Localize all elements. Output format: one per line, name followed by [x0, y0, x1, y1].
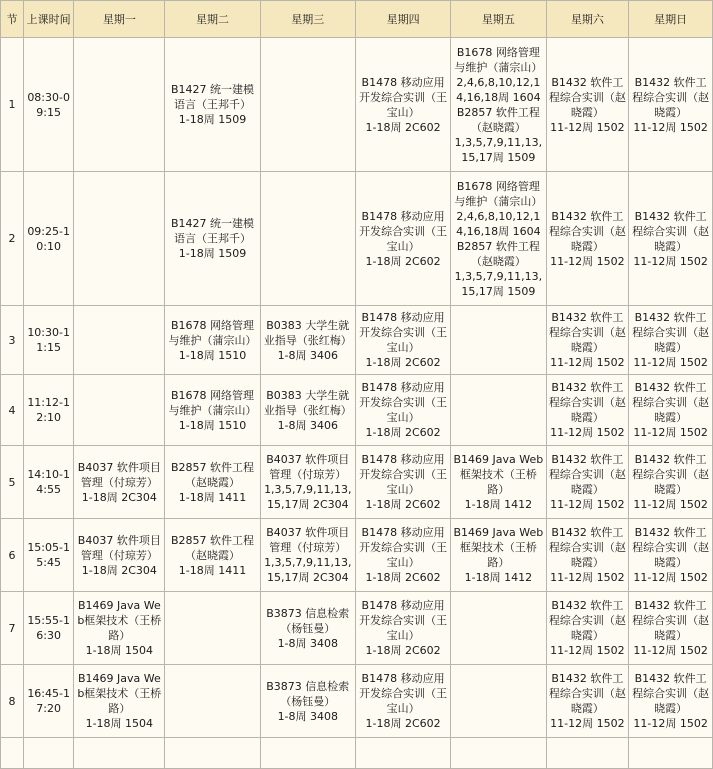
course-text-line: 11-12周 1502	[550, 426, 625, 439]
course-cell-tuesday[interactable]	[165, 375, 260, 446]
course-cell-sunday[interactable]	[629, 38, 713, 172]
course-text-line: 1-18周 2C602	[365, 254, 441, 268]
period-number: 2	[1, 172, 24, 306]
course-cell-thursday[interactable]	[355, 446, 450, 519]
class-time: 15:55-16:30	[24, 592, 74, 665]
course-text-line: B3873 信息检索（杨钰曼）	[266, 679, 350, 708]
course-text-line: 1,3,5,7,9,11,13,15,17周 1509	[454, 135, 543, 164]
class-time: 11:12-12:10	[24, 375, 74, 446]
course-text-line: B4037 软件项目管理（付琼芳）	[266, 526, 350, 554]
course-cell-wednesday[interactable]	[260, 306, 355, 375]
course-text-line: 11-12周 1502	[633, 120, 708, 134]
course-text-line: 11-12周 1502	[550, 571, 625, 584]
course-text-line: B1678 网络管理与维护（蒲宗山）	[454, 45, 543, 74]
course-cell-tuesday[interactable]	[165, 446, 260, 519]
course-text-line: 1-18周 1504	[85, 717, 154, 730]
header-jie: 节	[1, 1, 24, 38]
course-text-line: B1478 移动应用开发综合实训（王宝山）	[359, 453, 448, 496]
table-row	[1, 665, 713, 738]
course-text-line: B2857 软件工程（赵晓霞）	[170, 460, 255, 489]
course-text-line: B1427 统一建模语言（王邦千）	[170, 83, 255, 111]
course-text-line: 11-12周 1502	[550, 120, 625, 134]
table-row	[1, 38, 713, 172]
course-cell-saturday[interactable]	[546, 665, 629, 738]
course-cell-friday[interactable]	[451, 172, 546, 306]
course-text-line: 2,4,6,8,10,12,14,16,18周 1604	[456, 75, 541, 104]
course-text-line: B4037 软件项目管理（付琼芳）	[77, 533, 161, 562]
course-text-line: B3873 信息检索（杨钰曼）	[266, 606, 350, 635]
course-cell-tuesday[interactable]	[165, 38, 260, 172]
course-text-line: 2,4,6,8,10,12,14,16,18周 1604	[456, 209, 541, 238]
course-cell-sunday[interactable]	[629, 172, 713, 306]
course-cell-wednesday[interactable]	[260, 665, 355, 738]
course-text-line: B1478 移动应用开发综合实训（王宝山）	[359, 599, 448, 642]
course-text-line: 11-12周 1502	[633, 356, 708, 369]
course-text-line: B2857 软件工程（赵晓霞）	[456, 239, 540, 268]
course-cell-tuesday[interactable]	[165, 306, 260, 375]
course-text-line: 1-18周 2C602	[365, 571, 441, 584]
course-cell-thursday[interactable]	[355, 306, 450, 375]
course-cell-monday	[74, 738, 165, 769]
course-text-line: 1-8周 3408	[277, 709, 339, 723]
course-text-line: B1432 软件工程综合实训（赵晓霞）	[548, 75, 626, 119]
course-text-line: 1-18周 2C602	[365, 120, 441, 134]
course-cell-friday[interactable]	[451, 38, 546, 172]
course-cell-wednesday	[260, 38, 355, 172]
course-text-line: B0383 大学生就业指导（张红梅）	[263, 318, 352, 347]
course-text-line: 11-12周 1502	[550, 356, 625, 369]
course-cell-wednesday	[260, 172, 355, 306]
course-cell-friday[interactable]	[451, 519, 546, 592]
course-cell-tuesday	[165, 665, 260, 738]
header-monday: 星期一	[74, 1, 165, 38]
course-text-line: B1432 软件工程综合实训（赵晓霞）	[548, 381, 626, 424]
course-cell-monday	[74, 172, 165, 306]
course-text-line: B1478 移动应用开发综合实训（王宝山）	[359, 526, 448, 569]
class-time: 09:25-10:10	[24, 172, 74, 306]
course-text-line: 1-18周 2C602	[365, 644, 441, 657]
course-text-line: B1432 软件工程综合实训（赵晓霞）	[548, 453, 626, 496]
period-number: 6	[1, 519, 24, 592]
course-cell-tuesday[interactable]	[165, 519, 260, 592]
course-cell-friday	[451, 738, 546, 769]
table-row	[1, 306, 713, 375]
class-time	[24, 738, 74, 769]
header-thursday: 星期四	[355, 1, 450, 38]
class-time: 14:10-14:55	[24, 446, 74, 519]
course-text-line: 1-18周 1411	[178, 490, 247, 504]
course-cell-friday	[451, 375, 546, 446]
header-tuesday: 星期二	[165, 1, 260, 38]
table-row	[1, 519, 713, 592]
course-cell-saturday[interactable]	[546, 519, 629, 592]
course-cell-monday[interactable]	[74, 519, 165, 592]
course-cell-wednesday[interactable]	[260, 519, 355, 592]
course-cell-monday[interactable]	[74, 446, 165, 519]
course-cell-tuesday	[165, 592, 260, 665]
course-cell-friday	[451, 592, 546, 665]
course-text-line: B1432 软件工程综合实训（赵晓霞）	[632, 381, 710, 424]
course-text-line: B2857 软件工程（赵晓霞）	[170, 533, 255, 562]
course-text-line: B1432 软件工程综合实训（赵晓霞）	[548, 209, 626, 253]
course-text-line: 1-18周 2C602	[365, 426, 441, 439]
course-cell-thursday[interactable]	[355, 519, 450, 592]
course-text-line: B1432 软件工程综合实训（赵晓霞）	[632, 453, 710, 496]
course-text-line: 1,3,5,7,9,11,13,15,17周 1509	[454, 269, 543, 298]
period-number: 3	[1, 306, 24, 375]
course-cell-friday[interactable]	[451, 446, 546, 519]
course-text-line: B0383 大学生就业指导（张红梅）	[263, 388, 352, 417]
course-text-line: B1432 软件工程综合实训（赵晓霞）	[548, 526, 626, 569]
course-text-line: B1469 Java Web框架技术（王桥路）	[453, 526, 544, 569]
course-text-line: 1-8周 3406	[277, 348, 339, 362]
course-text-line: 1,3,5,7,9,11,13,15,17周 2C304	[264, 483, 352, 511]
course-text-line: B1678 网络管理与维护（蒲宗山）	[454, 179, 543, 208]
course-cell-thursday[interactable]	[355, 172, 450, 306]
course-text-line: B1427 统一建模语言（王邦千）	[170, 217, 255, 245]
course-text-line: B1432 软件工程综合实训（赵晓霞）	[632, 75, 710, 119]
course-cell-saturday[interactable]	[546, 375, 629, 446]
course-cell-thursday[interactable]	[355, 38, 450, 172]
course-text-line: B1432 软件工程综合实训（赵晓霞）	[548, 311, 626, 354]
course-text-line: B4037 软件项目管理（付琼芳）	[77, 460, 161, 489]
course-text-line: B1469 Java Web框架技术（王桥路）	[453, 453, 544, 496]
table-row	[1, 375, 713, 446]
course-text-line: 1-18周 1412	[464, 571, 533, 584]
course-text-line: B2857 软件工程（赵晓霞）	[456, 105, 540, 134]
course-text-line: 11-12周 1502	[550, 254, 625, 268]
class-time: 15:05-15:45	[24, 519, 74, 592]
course-text-line: 11-12周 1502	[550, 717, 625, 730]
course-text-line: B1469 Java Web框架技术（王桥路）	[77, 599, 162, 642]
table-row	[1, 446, 713, 519]
period-number: 1	[1, 38, 24, 172]
course-cell-sunday[interactable]	[629, 665, 713, 738]
course-text-line: 11-12周 1502	[633, 498, 708, 511]
course-cell-sunday	[629, 738, 713, 769]
course-text-line: 11-12周 1502	[633, 254, 708, 268]
course-cell-tuesday[interactable]	[165, 172, 260, 306]
period-number: 5	[1, 446, 24, 519]
course-text-line: 1-18周 1412	[464, 498, 533, 511]
course-text-line: 1-18周 2C602	[365, 498, 441, 511]
course-text-line: 11-12周 1502	[633, 644, 708, 657]
course-cell-monday[interactable]	[74, 592, 165, 665]
course-text-line: B1432 软件工程综合实训（赵晓霞）	[632, 672, 710, 715]
period-number	[1, 738, 24, 769]
course-cell-saturday[interactable]	[546, 306, 629, 375]
course-cell-sunday[interactable]	[629, 375, 713, 446]
header-sunday: 星期日	[629, 1, 713, 38]
course-cell-monday	[74, 38, 165, 172]
course-cell-monday	[74, 375, 165, 446]
course-cell-monday	[74, 306, 165, 375]
course-cell-sunday[interactable]	[629, 519, 713, 592]
table-row	[1, 592, 713, 665]
course-text-line: B1432 软件工程综合实训（赵晓霞）	[632, 526, 710, 569]
course-text-line: B1432 软件工程综合实训（赵晓霞）	[548, 599, 626, 642]
course-cell-saturday[interactable]	[546, 38, 629, 172]
course-text-line: 1-18周 1510	[178, 348, 247, 362]
class-time: 16:45-17:20	[24, 665, 74, 738]
course-text-line: B1678 网络管理与维护（蒲宗山）	[168, 318, 257, 347]
course-cell-thursday[interactable]	[355, 375, 450, 446]
course-cell-sunday[interactable]	[629, 446, 713, 519]
course-cell-saturday[interactable]	[546, 172, 629, 306]
course-text-line: B1678 网络管理与维护（蒲宗山）	[168, 388, 257, 417]
course-cell-wednesday[interactable]	[260, 375, 355, 446]
course-text-line: B1432 软件工程综合实训（赵晓霞）	[632, 311, 710, 354]
course-cell-saturday[interactable]	[546, 446, 629, 519]
header-wednesday: 星期三	[260, 1, 355, 38]
course-text-line: 11-12周 1502	[550, 644, 625, 657]
course-text-line: 1-8周 3406	[277, 418, 339, 432]
course-text-line: B1478 移动应用开发综合实训（王宝山）	[359, 209, 448, 253]
course-text-line: B4037 软件项目管理（付琼芳）	[266, 453, 350, 481]
course-text-line: 1,3,5,7,9,11,13,15,17周 2C304	[264, 556, 352, 584]
course-text-line: B1478 移动应用开发综合实训（王宝山）	[359, 311, 448, 354]
course-text-line: B1432 软件工程综合实训（赵晓霞）	[632, 599, 710, 642]
course-text-line: 1-18周 2C602	[365, 717, 441, 730]
course-cell-wednesday[interactable]	[260, 592, 355, 665]
course-text-line: B1478 移动应用开发综合实训（王宝山）	[359, 672, 448, 715]
course-text-line: B1478 移动应用开发综合实训（王宝山）	[359, 75, 448, 119]
header-saturday: 星期六	[546, 1, 629, 38]
course-text-line: B1432 软件工程综合实训（赵晓霞）	[548, 672, 626, 715]
course-text-line: 1-18周 1509	[178, 247, 247, 260]
course-cell-tuesday	[165, 738, 260, 769]
course-text-line: B1469 Java Web框架技术（王桥路）	[77, 672, 162, 715]
course-cell-wednesday	[260, 738, 355, 769]
course-text-line: 11-12周 1502	[633, 571, 708, 584]
course-cell-friday	[451, 306, 546, 375]
course-text-line: 1-18周 2C602	[365, 356, 441, 369]
course-cell-friday	[451, 665, 546, 738]
course-text-line: 1-8周 3408	[277, 636, 339, 650]
course-text-line: B1478 移动应用开发综合实训（王宝山）	[359, 381, 448, 424]
course-text-line: 1-18周 2C304	[81, 563, 157, 577]
course-cell-thursday[interactable]	[355, 592, 450, 665]
course-cell-thursday	[355, 738, 450, 769]
class-time: 10:30-11:15	[24, 306, 74, 375]
header-time: 上课时间	[24, 1, 74, 38]
table-row	[1, 738, 713, 769]
course-text-line: B1432 软件工程综合实训（赵晓霞）	[632, 209, 710, 253]
course-text-line: 1-18周 2C304	[81, 490, 157, 504]
course-cell-sunday[interactable]	[629, 306, 713, 375]
period-number: 8	[1, 665, 24, 738]
course-cell-saturday[interactable]	[546, 592, 629, 665]
course-cell-saturday	[546, 738, 629, 769]
course-text-line: 11-12周 1502	[633, 426, 708, 439]
header-row	[1, 1, 713, 38]
table-row	[1, 172, 713, 306]
course-text-line: 1-18周 1504	[85, 644, 154, 657]
period-number: 4	[1, 375, 24, 446]
course-text-line: 1-18周 1510	[178, 418, 247, 432]
course-text-line: 1-18周 1509	[178, 113, 247, 126]
period-number: 7	[1, 592, 24, 665]
course-text-line: 1-18周 1411	[178, 563, 247, 577]
course-cell-wednesday[interactable]	[260, 446, 355, 519]
course-text-line: 11-12周 1502	[550, 498, 625, 511]
course-cell-sunday[interactable]	[629, 592, 713, 665]
course-cell-monday[interactable]	[74, 665, 165, 738]
class-time: 08:30-09:15	[24, 38, 74, 172]
course-text-line: 11-12周 1502	[633, 717, 708, 730]
course-cell-thursday[interactable]	[355, 665, 450, 738]
header-friday: 星期五	[451, 1, 546, 38]
